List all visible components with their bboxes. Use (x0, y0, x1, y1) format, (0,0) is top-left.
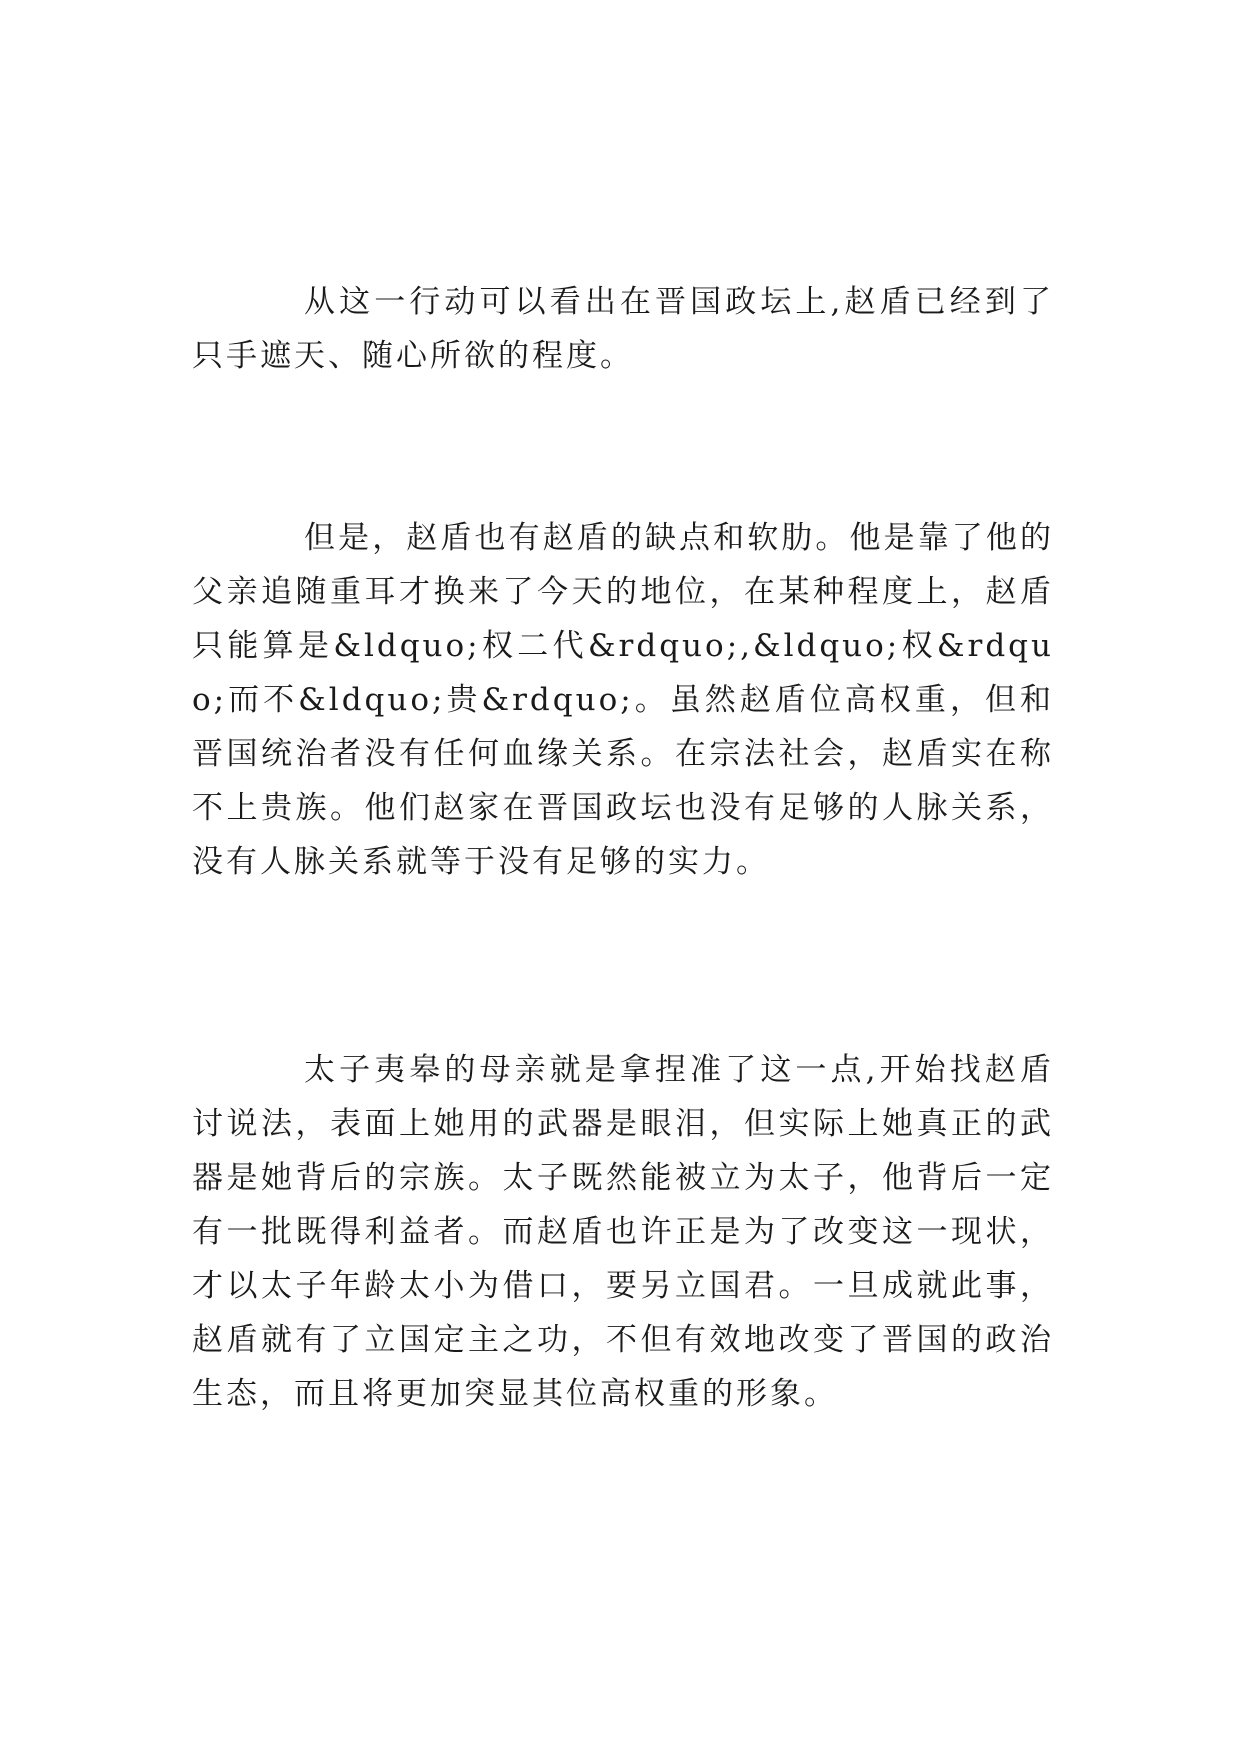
paragraph-2: 但是，赵盾也有赵盾的缺点和软肋。他是靠了他的父亲追随重耳才换来了今天的地位，在某种程度上，赵盾只能算是&ldquo;权二代&rdquo;,&ldquo;权&rdquo;而不&ldquo;贵&rdquo;。虽然赵盾位高权重，但和晋国统治者没有任何血缘关系。在宗法社会，赵盾实在称不上贵族。他们赵家在晋国政坛也没有足够的人脉关系，没有人脉关系就等于没有足够的实力。 (192, 520, 1054, 880)
paragraph-3: 太子夷皋的母亲就是拿捏准了这一点,开始找赵盾讨说法，表面上她用的武器是眼泪，但实际上她真正的武器是她背后的宗族。太子既然能被立为太子，他背后一定有一批既得利益者。而赵盾也许正是为了改变这一现状，才以太子年龄太小为借口，要另立国君。一旦成就此事，赵盾就有了立国定主之功，不但有效地改变了晋国的政治生态，而且将更加突显其位高权重的形象。 (192, 1052, 1054, 1412)
paragraph-1: 从这一行动可以看出在晋国政坛上,赵盾已经到了只手遮天、随心所欲的程度。 (192, 284, 1054, 374)
